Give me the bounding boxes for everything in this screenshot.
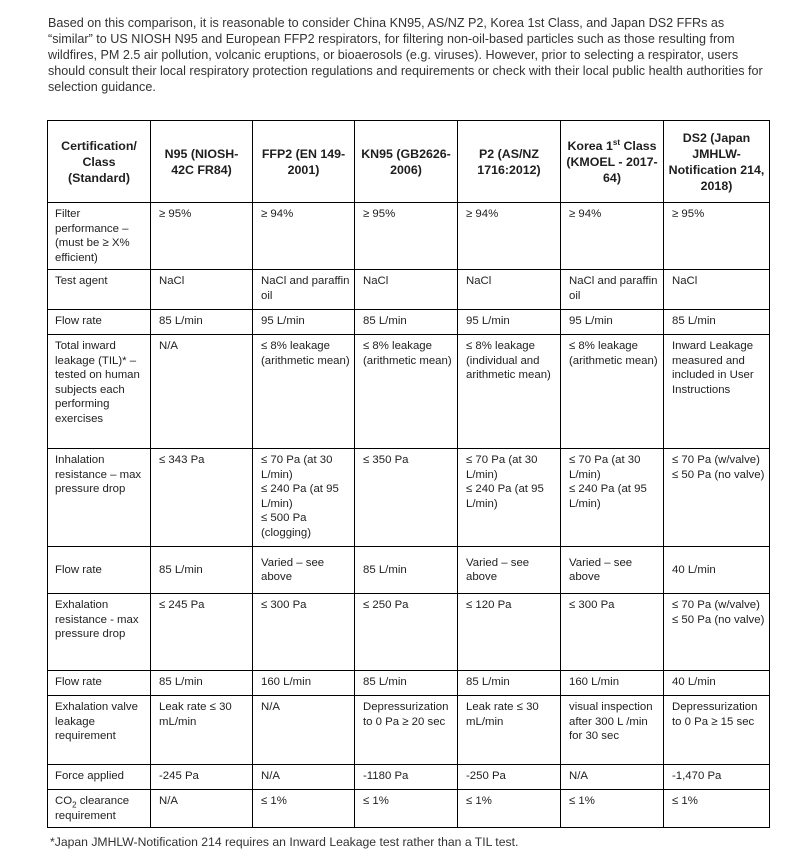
- header-ffp2: FFP2 (EN 149-2001): [253, 121, 355, 203]
- cell-ds2: [664, 449, 770, 547]
- cell-ds2: 40 L/min: [664, 671, 770, 696]
- cell-n95: ≤ 245 Pa: [151, 594, 253, 671]
- cell-n95: 85 L/min: [151, 310, 253, 335]
- cell-n95: Leak rate ≤ 30 mL/min: [151, 696, 253, 765]
- row-label: Flow rate: [48, 547, 151, 594]
- cell-korea: Varied – see above: [561, 547, 664, 594]
- cell-korea: 95 L/min: [561, 310, 664, 335]
- cell-korea: [561, 449, 664, 547]
- cell-ds2: Inward Leakage measured and included in User Instructions: [664, 335, 770, 449]
- cell-kn95: ≤ 8% leakage (arithmetic mean): [355, 335, 458, 449]
- header-row: [48, 121, 770, 203]
- table-row: [48, 335, 770, 449]
- row-label: Exhalation valve leakage requirement: [48, 696, 151, 765]
- cell-line: ≤ 50 Pa (no valve): [672, 613, 765, 626]
- cell-korea: ≤ 300 Pa: [561, 594, 664, 671]
- cell-ds2: ≤ 1%: [664, 790, 770, 828]
- header-certification: Certification/ Class (Standard): [48, 121, 151, 203]
- cell-n95: NaCl: [151, 270, 253, 310]
- cell-korea: 160 L/min: [561, 671, 664, 696]
- cell-kn95: 85 L/min: [355, 310, 458, 335]
- table-row: [48, 270, 770, 310]
- cell-ds2: NaCl: [664, 270, 770, 310]
- cell-p2: ≤ 1%: [458, 790, 561, 828]
- cell-kn95: 85 L/min: [355, 547, 458, 594]
- cell-n95: N/A: [151, 335, 253, 449]
- cell-line: ≤ 50 Pa (no valve): [672, 468, 765, 481]
- cell-ffp2: ≤ 8% leakage (arithmetic mean): [253, 335, 355, 449]
- cell-p2: Varied – see above: [458, 547, 561, 594]
- cell-kn95: -1180 Pa: [355, 765, 458, 790]
- header-korea: Korea 1st Class (KMOEL - 2017-64): [561, 121, 664, 203]
- table-row: [48, 310, 770, 335]
- row-label: Exhalation resistance - max pressure drop: [48, 594, 151, 671]
- cell-kn95: ≤ 350 Pa: [355, 449, 458, 547]
- row-label: Flow rate: [48, 671, 151, 696]
- cell-ffp2: Varied – see above: [253, 547, 355, 594]
- table-row: [48, 696, 770, 765]
- cell-n95: ≤ 343 Pa: [151, 449, 253, 547]
- cell-ffp2: 160 L/min: [253, 671, 355, 696]
- cell-line: ≤ 70 Pa (at 30 L/min): [569, 454, 641, 481]
- cell-p2: ≤ 8% leakage (individual and arithmetic mean): [458, 335, 561, 449]
- cell-korea: NaCl and paraffin oil: [561, 270, 664, 310]
- cell-ds2: [664, 594, 770, 671]
- table-row: [48, 547, 770, 594]
- cell-korea: ≤ 1%: [561, 790, 664, 828]
- cell-kn95: ≥ 95%: [355, 203, 458, 270]
- row-label: Filter performance – (must be ≥ X% efficient): [48, 203, 151, 270]
- comparison-table: [47, 120, 770, 828]
- cell-p2: -250 Pa: [458, 765, 561, 790]
- cell-korea: N/A: [561, 765, 664, 790]
- cell-line: ≤ 240 Pa (at 95 L/min): [466, 483, 544, 510]
- cell-ds2: ≥ 95%: [664, 203, 770, 270]
- cell-ds2: -1,470 Pa: [664, 765, 770, 790]
- cell-ffp2: N/A: [253, 696, 355, 765]
- intro-paragraph: Based on this comparison, it is reasonable to consider China KN95, AS/NZ P2, Korea 1st Class, and Japan DS2 FFRs as “similar” to US NIOSH N95 and European FFP2 respirators, for filtering non-oil-based particles such as those resulting from wildfires, PM 2.5 air pollution, volcanic eruptions, or bioaerosols (e.g. viruses). However, prior to selecting a respirator, users should consult their local respiratory protection regulations and requirements or check with their local public health authorities for selection guidance.: [48, 16, 763, 94]
- cell-p2: ≤ 120 Pa: [458, 594, 561, 671]
- header-n95: N95 (NIOSH-42C FR84): [151, 121, 253, 203]
- cell-line: ≤ 240 Pa (at 95 L/min): [569, 483, 647, 510]
- cell-line: ≤ 70 Pa (at 30 L/min): [261, 454, 333, 481]
- row-label: Total inward leakage (TIL)* – tested on human subjects each performing exercises: [48, 335, 151, 449]
- cell-p2: ≥ 94%: [458, 203, 561, 270]
- cell-p2: Leak rate ≤ 30 mL/min: [458, 696, 561, 765]
- cell-n95: 85 L/min: [151, 547, 253, 594]
- cell-korea: ≥ 94%: [561, 203, 664, 270]
- table-row: [48, 449, 770, 547]
- cell-line: ≤ 70 Pa (w/valve): [672, 599, 760, 611]
- header-p2: P2 (AS/NZ 1716:2012): [458, 121, 561, 203]
- table-row: [48, 790, 770, 828]
- cell-p2: NaCl: [458, 270, 561, 310]
- cell-p2: 95 L/min: [458, 310, 561, 335]
- table-row: [48, 203, 770, 270]
- cell-korea: visual inspection after 300 L /min for 30 sec: [561, 696, 664, 765]
- cell-n95: ≥ 95%: [151, 203, 253, 270]
- cell-line: ≤ 500 Pa (clogging): [261, 512, 312, 539]
- table-row: [48, 671, 770, 696]
- cell-n95: -245 Pa: [151, 765, 253, 790]
- cell-ds2: 85 L/min: [664, 310, 770, 335]
- header-kn95: KN95 (GB2626-2006): [355, 121, 458, 203]
- cell-ffp2: N/A: [253, 765, 355, 790]
- cell-p2: [458, 449, 561, 547]
- cell-line: ≤ 70 Pa (w/valve): [672, 454, 760, 466]
- cell-ffp2: [253, 449, 355, 547]
- row-label: Inhalation resistance – max pressure drop: [48, 449, 151, 547]
- row-label: Test agent: [48, 270, 151, 310]
- cell-ffp2: ≤ 1%: [253, 790, 355, 828]
- cell-ds2: Depressurization to 0 Pa ≥ 15 sec: [664, 696, 770, 765]
- cell-n95: 85 L/min: [151, 671, 253, 696]
- row-label: $CO_2$ clearance requirement: [48, 790, 151, 828]
- row-label: Flow rate: [48, 310, 151, 335]
- cell-kn95: ≤ 250 Pa: [355, 594, 458, 671]
- table-row: [48, 765, 770, 790]
- cell-line: ≤ 70 Pa (at 30 L/min): [466, 454, 538, 481]
- cell-kn95: 85 L/min: [355, 671, 458, 696]
- cell-kn95: NaCl: [355, 270, 458, 310]
- cell-ffp2: ≤ 300 Pa: [253, 594, 355, 671]
- cell-kn95: Depressurization to 0 Pa ≥ 20 sec: [355, 696, 458, 765]
- cell-ffp2: ≥ 94%: [253, 203, 355, 270]
- cell-n95: N/A: [151, 790, 253, 828]
- header-ds2: DS2 (Japan JMHLW-Notification 214, 2018): [664, 121, 770, 203]
- cell-kn95: ≤ 1%: [355, 790, 458, 828]
- cell-ffp2: NaCl and paraffin oil: [253, 270, 355, 310]
- cell-ds2: 40 L/min: [664, 547, 770, 594]
- cell-korea: ≤ 8% leakage (arithmetic mean): [561, 335, 664, 449]
- row-label: Force applied: [48, 765, 151, 790]
- cell-p2: 85 L/min: [458, 671, 561, 696]
- cell-ffp2: 95 L/min: [253, 310, 355, 335]
- cell-line: ≤ 240 Pa (at 95 L/min): [261, 483, 339, 510]
- footnote: *Japan JMHLW-Notification 214 requires an Inward Leakage test rather than a TIL test.: [50, 835, 519, 849]
- table-row: [48, 594, 770, 671]
